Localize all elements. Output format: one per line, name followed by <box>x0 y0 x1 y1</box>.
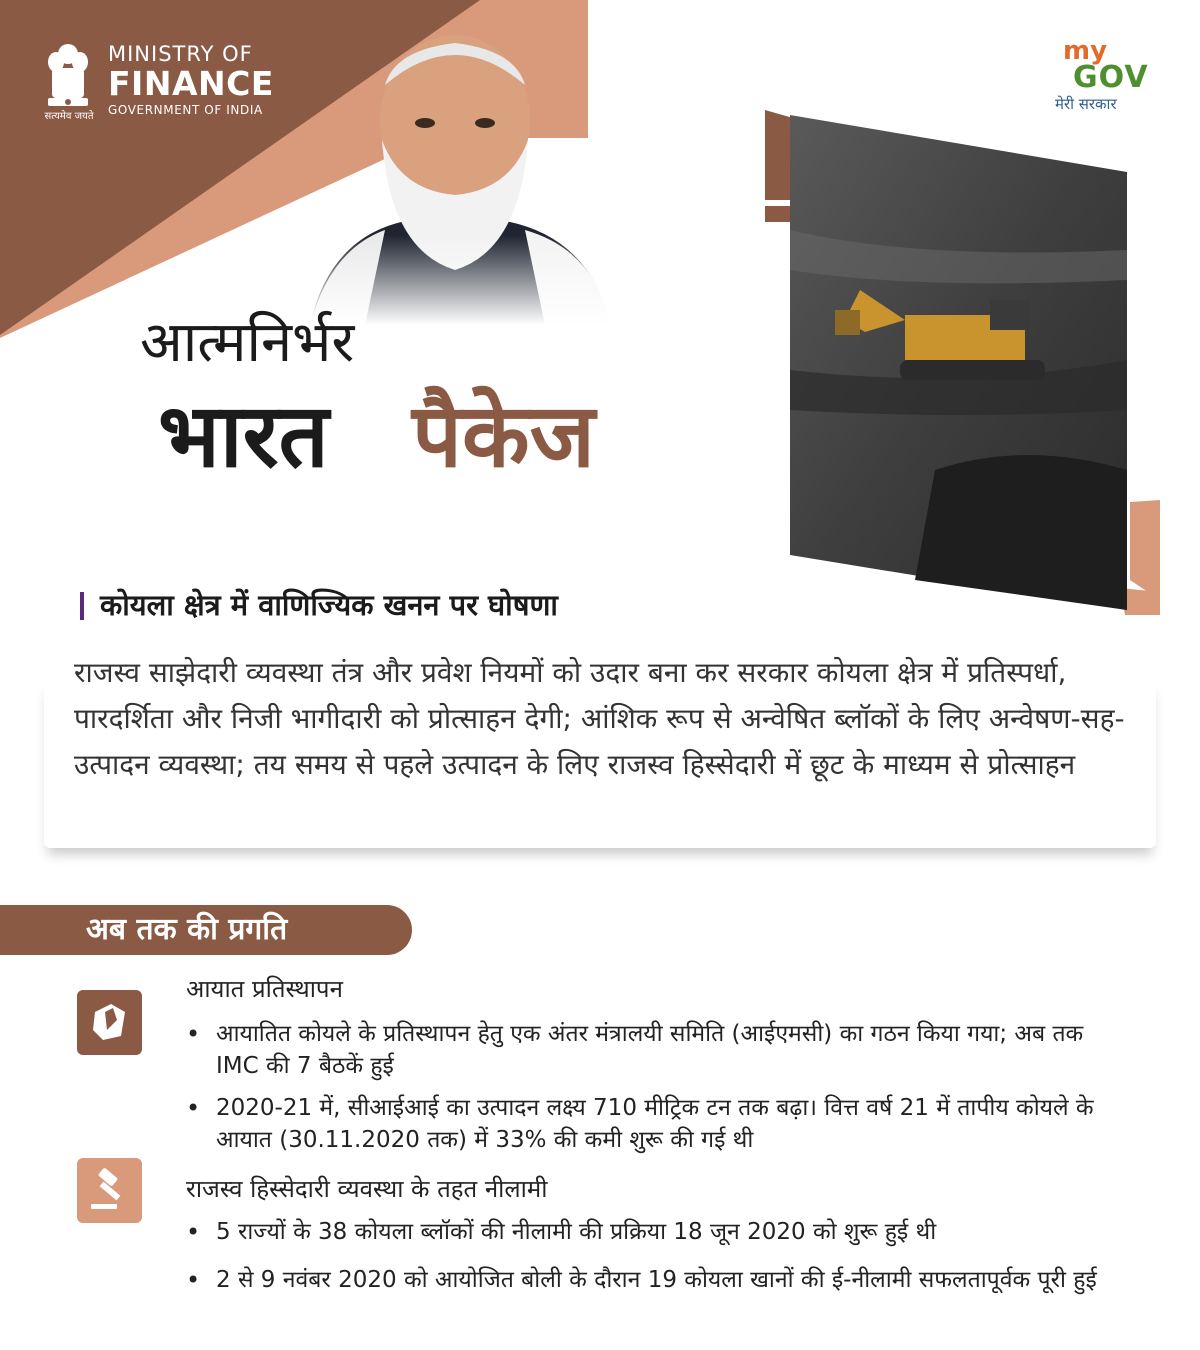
ministry-line2: FINANCE <box>108 64 274 103</box>
mygov-logo <box>1055 38 1165 114</box>
progress-label: अब तक की प्रगति <box>86 912 288 947</box>
coal-mine-photo <box>765 110 1160 615</box>
emblem-motto: सत्यमेव जयते <box>44 111 94 122</box>
section-title-auction: राजस्व हिस्सेदारी व्यवस्था के तहत नीलामी <box>186 1175 548 1203</box>
mygov-tagline: मेरी सरकार <box>1055 95 1117 113</box>
list-item: • 2020-21 में, सीआईआई का उत्पादन लक्ष्य 710 मीट्रिक टन तक बढ़ा। वित्त वर्ष 21 में तापीय कोयले के आयात (30.11.2020 तक) में 33% की कमी शुरू की गई थी <box>186 1092 1106 1156</box>
title-line2-package: पैकेज <box>412 384 595 487</box>
section-auction-bullets <box>186 1216 1106 1312</box>
mygov-my: my <box>1063 36 1108 66</box>
mygov-gov: GOV <box>1073 60 1149 95</box>
title-line1: आत्मनिर्भर <box>140 310 355 375</box>
coal-icon <box>77 990 142 1055</box>
portrait-image <box>290 25 620 325</box>
announcement-heading: कोयला क्षेत्र में वाणिज्यिक खनन पर घोषणा <box>100 588 558 622</box>
title-line2-bharat: भारत <box>158 384 329 487</box>
heading-accent-bar <box>80 592 84 620</box>
announcement-text: राजस्व साझेदारी व्यवस्था तंत्र और प्रवेश नियमों को उदार बना कर सरकार कोयला क्षेत्र में प्रतिस्पर्धा, पारदर्शिता और निजी भागीदारी को प्रोत्साहन देगी; आंशिक रूप से अन्वेषित ब्लॉकों के लिए अन्वेषण-सह-उत्पादन व्यवस्था; तय समय से पहले उत्पादन के लिए राजस्व हिस्सेदारी में छूट के माध्यम से प्रोत्साहन <box>74 656 1125 781</box>
section-title-import-substitution: आयात प्रतिस्थापन <box>186 975 343 1003</box>
list-item: • आयातित कोयले के प्रतिस्थापन हेतु एक अंतर मंत्रालयी समिति (आईएमसी) का गठन किया गया; अब तक IMC की 7 बैठकें हुई <box>186 1018 1106 1082</box>
ministry-logo-text <box>108 42 274 118</box>
list-item: • 5 राज्यों के 38 कोयला ब्लॉकों की नीलामी की प्रक्रिया 18 जून 2020 को शुरू हुई थी <box>186 1216 1106 1248</box>
list-item: • 2 से 9 नवंबर 2020 को आयोजित बोली के दौरान 19 कोयला खानों की ई-नीलामी सफलतापूर्वक पूरी हुई <box>186 1264 1106 1296</box>
ministry-line1: MINISTRY OF <box>108 42 253 66</box>
ministry-line3: GOVERNMENT OF INDIA <box>108 103 263 117</box>
gavel-icon <box>77 1158 142 1223</box>
section-import-bullets <box>186 1018 1106 1166</box>
